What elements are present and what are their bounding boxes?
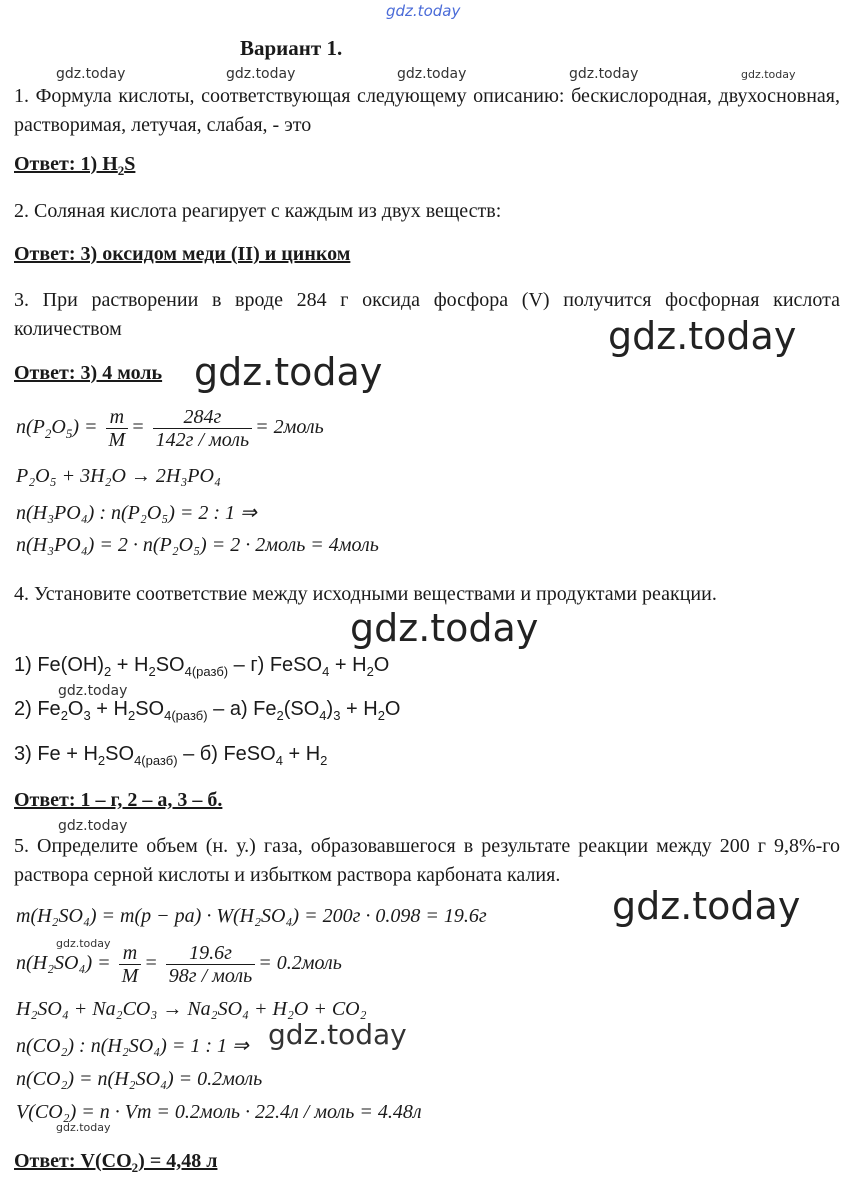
answer-4: Ответ: 1 – г, 2 – а, 3 – б. (14, 789, 223, 811)
fraction: $\frac{19.6г}{\text{98г / моль}}$ (166, 942, 255, 987)
q5-calc-line-6: V(CO₂) = n · Vm = 0.2моль · 22.4л / моль = 4.48л (16, 1101, 422, 1123)
fraction: $\frac{m}{M}$ (119, 942, 142, 987)
reaction-1: 1) $Fe(OH)_2 + H_2SO_{4(разб)} - г$) FeSO$_4$ + $H_2O$ (14, 654, 390, 679)
question-2: 2. Соляная кислота реагирует с каждым из двух веществ: (14, 200, 502, 222)
q5-calc-line-4: n(CO₂) : n(H₂SO₄) = 1 : 1 ⇒ (16, 1035, 249, 1057)
q5-calc-line-2: n(H₂SO₄) = $\frac{m}{M}$ = $\frac{19.6г}{\text{98г / моль}}$ = 0.2моль (16, 942, 342, 987)
reaction-3: 3) $Fe + H_2SO_{4(разб)} - б$) FeSO$_4$ + $H_2$ (14, 743, 328, 768)
answer-5: Ответ: $V(CO_2) = 4,48$ л (14, 1150, 218, 1175)
reaction-2: 2) $Fe_2O_3 + H_2SO_{4(разб)} - а$) $Fe_2(SO_4)_3 + H_2O$ (14, 698, 401, 723)
answer-3: Ответ: 3) 4 моль (14, 362, 163, 384)
watermark: gdz.today (58, 683, 128, 699)
watermark: gdz.today (56, 66, 126, 82)
q3-calc-line-4: n(H₃PO₄) = 2 · n(P₂O₅) = 2 · 2моль = 4моль (16, 534, 379, 556)
q5-calc-line-1: m(H₂SO₄) = m(p − pa) · W(H₂SO₄) = 200г · 0.098 = 19.6г (16, 905, 487, 927)
watermark-big: gdz.today (612, 884, 801, 928)
q5-calc-line-5: n(CO₂) = n(H₂SO₄) = 0.2моль (16, 1068, 263, 1090)
question-5: 5. Определите объем (н. у.) газа, образовавшегося в результате реакции между 200 г 9,8%-го раствора серной кислоты и избытком раствора карбоната калия. (14, 835, 840, 886)
page-title: Вариант 1. (240, 36, 343, 60)
question-4: 4. Установите соответствие между исходными веществами и продуктами реакции. (14, 583, 717, 605)
watermark-big: gdz.today (350, 606, 539, 650)
q3-calc-line-1: $n(P_2O_5)$ = $\frac{m}{M}$ = $\frac{284г}{\text{142г / моль}}$ = 2моль (16, 406, 324, 451)
watermark: gdz.today (58, 818, 128, 834)
answer-2: Ответ: 3) оксидом меди (II) и цинком (14, 243, 351, 265)
watermark-top: gdz.today (386, 2, 461, 20)
q3-calc-line-2: P₂O₅ + 3H₂O → 2H₃PO₄ (16, 465, 221, 487)
q3-calc-line-3: n(H₃PO₄) : n(P₂O₅) = 2 : 1 ⇒ (16, 502, 257, 524)
watermark-big: gdz.today (608, 314, 797, 358)
watermark: gdz.today (569, 66, 639, 82)
fraction: $\frac{284г}{\text{142г / моль}}$ (153, 406, 252, 451)
q5-calc-line-3: H₂SO₄ + Na₂CO₃ → Na₂SO₄ + H₂O + CO₂ (16, 998, 367, 1020)
watermark-medium: gdz.today (268, 1018, 407, 1051)
watermark: gdz.today (741, 68, 796, 81)
question-1: 1. Формула кислоты, соответствующая следующему описанию: бескислородная, двухосновная, растворимая, летучая, слабая, - это (14, 85, 840, 136)
watermark: gdz.today (397, 66, 467, 82)
answer-1: Ответ: 1) $H_2S$ (14, 153, 136, 178)
watermark: gdz.today (56, 937, 111, 950)
watermark: gdz.today (226, 66, 296, 82)
watermark-big: gdz.today (194, 350, 383, 394)
fraction: $\frac{m}{M}$ (106, 406, 129, 451)
watermark: gdz.today (56, 1121, 111, 1134)
question-3: 3. При растворении в вроде 284 г оксида фосфора (V) получится фосфорная кислота количеством (14, 289, 840, 340)
